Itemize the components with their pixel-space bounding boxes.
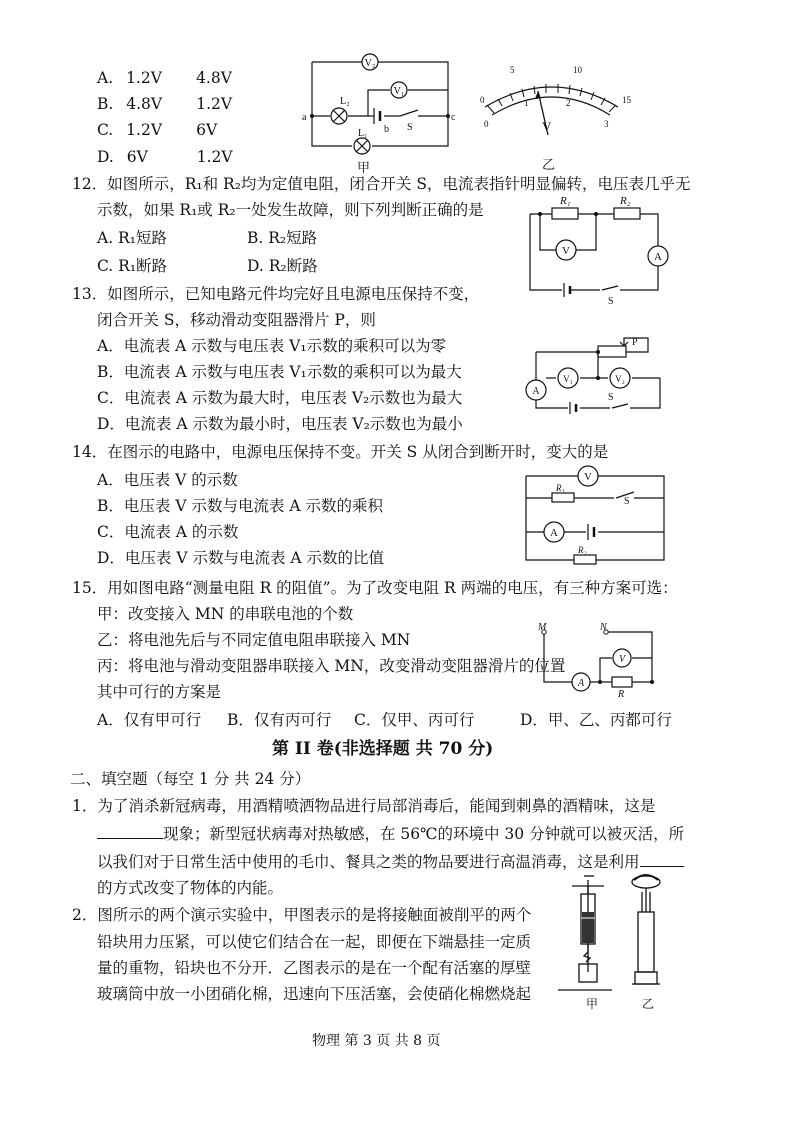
q15-plan-bing: 丙：将电池与滑动变阻器串联接入 MN，改变滑动变阻器滑片的位置 <box>97 657 566 675</box>
dial-top-10: 10 <box>573 65 582 75</box>
v1-label: V₁ <box>563 374 573 384</box>
voltmeter-label: V <box>562 245 570 257</box>
q13-stem-line-2: 闭合开关 S，移动滑动变阻器滑片 P，则 <box>97 311 376 329</box>
f2-line-1: 2．图所示的两个演示实验中，甲图表示的是将接触面被削平的两个 <box>72 906 532 924</box>
dial-bottom-3: 3 <box>604 119 609 129</box>
l1-label: L₁ <box>358 128 368 139</box>
q13-option-c: C．电流表 A 示数为最大时，电压表 V₂示数也为最大 <box>97 389 463 407</box>
resistor-r-label: R <box>618 689 625 698</box>
q14-stem: 14．在图示的电路中，电源电压保持不变。开关 S 从闭合到断开时，变大的是 <box>72 443 609 461</box>
caption-jia: 甲 <box>586 997 599 1011</box>
q15-option-c: C．仅甲、丙可行 <box>354 711 475 729</box>
v2-label: V₂ <box>364 58 376 69</box>
dial-unit-v: V <box>542 119 552 134</box>
section-heading: 二、填空题（每空 1 分 共 24 分） <box>70 770 311 788</box>
ammeter-label: A <box>577 678 585 689</box>
answer-blank-1[interactable] <box>97 824 163 839</box>
f2-line-4: 玻璃筒中放一小团硝化棉，迅速向下压活塞，会使硝化棉燃烧起 <box>97 985 532 1003</box>
option-value-1: 6V <box>126 148 148 166</box>
voltmeter-label: V <box>618 654 626 665</box>
ammeter-label: A <box>654 251 662 263</box>
caption-jia: 甲 <box>357 160 371 175</box>
q15-plan-jia: 甲：改变接入 MN 的串联电池的个数 <box>97 605 354 623</box>
q11-figure-jia <box>300 48 470 178</box>
f2-line-3: 量的重物，铅块也不分开．乙图表示的是在一个配有活塞的厚壁 <box>97 959 532 977</box>
terminal-n-label: N <box>600 622 607 633</box>
dial-top-5: 5 <box>510 65 515 75</box>
v2-label: V₂ <box>615 374 625 384</box>
dial-bottom-0: 0 <box>484 119 489 129</box>
q12-option-a: A. R₁短路 <box>97 229 167 247</box>
q13-stem-line-1: 13．如图所示，已知电路元件均完好且电源电压保持不变， <box>72 285 480 303</box>
r1-label: R₁ <box>560 195 571 207</box>
v1-label: V₁ <box>393 86 405 97</box>
caption-yi: 乙 <box>542 157 556 172</box>
q11-option-c <box>97 120 217 140</box>
q11-option-a <box>97 68 232 88</box>
q14-option-b: B．电压表 V 示数与电流表 A 示数的乘积 <box>97 497 383 515</box>
node-c-label: c <box>451 112 456 123</box>
f1-line-3 <box>97 852 684 872</box>
voltmeter-label: V <box>584 471 592 483</box>
option-letter: B. <box>97 95 114 113</box>
switch-label: S <box>608 296 614 305</box>
q14-figure <box>522 460 670 570</box>
option-value-1: 1.2V <box>126 121 163 139</box>
f1-line-1: 1．为了消杀新冠病毒，用酒精喷洒物品进行局部消毒后，能闻到刺鼻的酒精味，这是 <box>72 797 656 815</box>
option-letter: A. <box>97 69 114 87</box>
q12-option-b: B. R₂短路 <box>247 229 318 247</box>
q15-option-d: D．甲、乙、丙都可行 <box>520 711 672 729</box>
f2-figure <box>548 872 678 1012</box>
q11-figure-yi <box>460 55 650 175</box>
q14-option-d: D．电压表 V 示数与电流表 A 示数的比值 <box>97 549 385 567</box>
f1-line-3-text: 以我们对于日常生活中使用的毛巾、餐具之类的物品要进行高温消毒，这是利用 <box>97 853 640 871</box>
q15-option-a: A．仅有甲可行 <box>97 711 202 729</box>
q12-figure <box>520 190 690 305</box>
q12-option-c: C. R₁断路 <box>97 257 168 275</box>
q13-option-a: A．电流表 A 示数与电压表 V₁示数的乘积可以为零 <box>97 337 447 355</box>
node-a-label: a <box>302 112 307 123</box>
option-letter: C. <box>97 121 114 139</box>
r1-label: R₁ <box>556 483 565 493</box>
answer-blank-2[interactable] <box>640 852 684 867</box>
option-value-2: 4.8V <box>196 69 232 87</box>
q13-option-b: B．电流表 A 示数与电压表 V₁示数的乘积可以为最大 <box>97 363 462 381</box>
page-footer: 物理 第 3 页 共 8 页 <box>312 1033 441 1049</box>
option-letter: D. <box>97 148 114 166</box>
q11-option-b <box>97 94 232 114</box>
r2-label: R₂ <box>620 195 631 207</box>
q15-option-b: B．仅有丙可行 <box>227 711 332 729</box>
q14-option-a: A．电压表 V 的示数 <box>97 471 238 489</box>
option-value-2: 1.2V <box>196 148 233 166</box>
q11-option-d <box>97 147 233 167</box>
node-b-label: b <box>384 124 389 135</box>
ammeter-label: A <box>532 386 540 397</box>
q13-figure <box>520 330 680 420</box>
dial-top-15: 15 <box>622 95 631 105</box>
q13-option-d: D．电流表 A 示数为最小时，电压表 V₂示数也为最小 <box>97 415 463 433</box>
r2-label: R₂ <box>578 545 587 555</box>
q12-stem-line-2: 示数，如果 R₁或 R₂一处发生故障，则下列判断正确的是 <box>97 201 484 219</box>
q12-option-d: D. R₂断路 <box>247 257 318 275</box>
option-value-2: 1.2V <box>196 95 233 113</box>
q15-stem: 15．用如图电路“测量电阻 R 的阻值”。为了改变电阻 R 两端的电压，有三种方案可选： <box>72 579 678 597</box>
switch-s-label: S <box>407 122 413 133</box>
q15-plan-yi: 乙：将电池先后与不同定值电阻串联接入 MN <box>97 631 411 649</box>
section-title: 第 II 卷(非选择题 共 70 分) <box>272 739 494 759</box>
dial-bottom-1: 1 <box>524 98 529 108</box>
option-value-1: 4.8V <box>126 95 163 113</box>
terminal-m-label: M <box>538 622 547 633</box>
switch-label: S <box>624 496 630 507</box>
f1-line-2-text: 现象；新型冠状病毒对热敏感，在 56℃的环境中 30 分钟就可以被灭活，所 <box>163 825 685 843</box>
slider-p-label: P <box>632 337 638 348</box>
f2-line-2: 铅块用力压紧，可以使它们结合在一起，即便在下端悬挂一定质 <box>97 933 532 951</box>
q14-option-c: C．电流表 A 的示数 <box>97 523 239 541</box>
f1-line-2 <box>97 824 684 844</box>
option-value-2: 6V <box>196 121 218 139</box>
option-value-1: 1.2V <box>126 69 162 87</box>
dial-top-0: 0 <box>480 95 485 105</box>
q15-figure <box>534 618 674 698</box>
q15-question: 其中可行的方案是 <box>97 683 222 701</box>
f1-line-4: 的方式改变了物体的内能。 <box>97 879 284 897</box>
switch-label: S <box>608 392 614 403</box>
l2-label: L₂ <box>340 96 350 107</box>
q12-stem-line-1: 12．如图所示，R₁和 R₂均为定值电阻，闭合开关 S，电流表指针明显偏转，电压表几乎无 <box>72 175 691 193</box>
caption-yi: 乙 <box>642 997 655 1011</box>
dial-bottom-2: 2 <box>566 98 571 108</box>
ammeter-label: A <box>550 527 558 539</box>
